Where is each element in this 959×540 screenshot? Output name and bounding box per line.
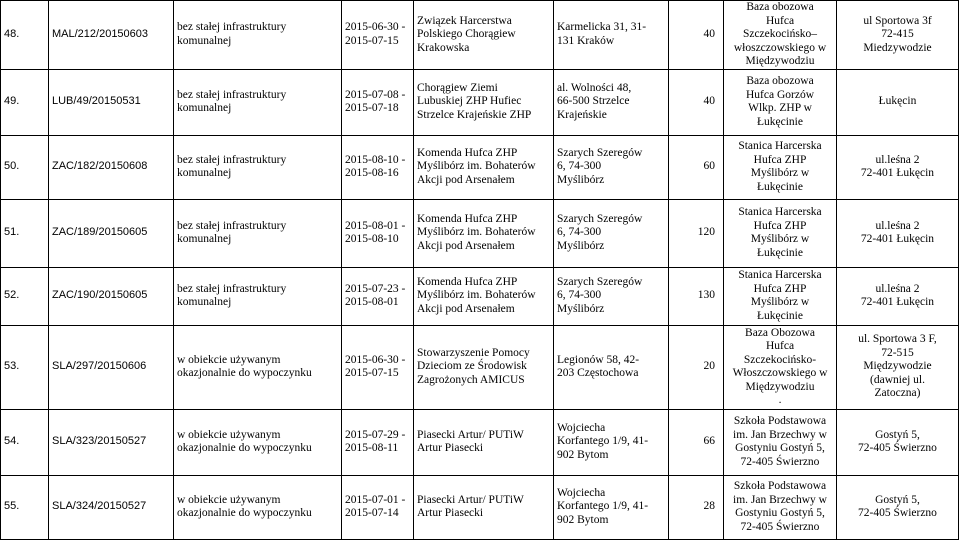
organizer-address-line: Wojciecha <box>557 421 606 434</box>
participant-count-cell: 40 <box>669 1 724 70</box>
camp-dates-line: 2015-08-10 <box>345 233 399 245</box>
camp-dates-line: 2015-07-29 - <box>345 428 406 441</box>
camp-address-line: Zatoczna) <box>874 387 921 400</box>
participant-count-cell: 130 <box>669 267 724 325</box>
row-number-cell: 48. <box>1 1 49 70</box>
facility-type-cell <box>174 199 342 267</box>
organizer-address-line: 6, 74-300 <box>557 160 602 173</box>
organizer-address-cell <box>554 409 669 475</box>
organizer-line: Chorągiew Ziemi <box>417 81 498 94</box>
camp-address-line: Gostyń 5, <box>875 493 920 506</box>
organizer-address-line: Myślibórz <box>557 302 605 315</box>
facility-type-cell <box>174 267 342 325</box>
facility-type-cell <box>174 69 342 135</box>
camp-location-line: włoszczowskiego w <box>733 41 827 54</box>
organizer-address-line: Szarych Szeregów <box>557 212 643 225</box>
facility-type-cell <box>174 409 342 475</box>
organizer-address-cell <box>554 69 669 135</box>
organizer-line: Akcji pod Arsenałem <box>417 173 515 186</box>
camp-location-line: im. Jan Brzechwy w <box>733 493 827 506</box>
camp-location-line: im. Jan Brzechwy w <box>733 428 827 441</box>
organizer-line: Dzieciom ze Środowisk <box>417 360 527 373</box>
participant-count-cell: 66 <box>669 409 724 475</box>
camp-dates-cell <box>342 69 414 135</box>
table-row <box>1 1 959 70</box>
participant-count-cell: 60 <box>669 135 724 199</box>
facility-type-line: w obiekcie używanym <box>177 353 281 366</box>
camp-dates-cell <box>342 135 414 199</box>
facility-type-line: komunalnej <box>177 34 232 47</box>
camp-dates-line: 2015-08-01 <box>345 296 399 308</box>
camp-location-cell <box>724 135 837 199</box>
facility-type-line: komunalnej <box>177 102 232 114</box>
camp-location-cell <box>724 409 837 475</box>
camp-dates-cell <box>342 325 414 409</box>
organizer-address-cell <box>554 325 669 409</box>
registration-number-cell: MAL/212/20150603 <box>49 1 174 70</box>
organizer-line: Artur Piasecki <box>417 442 484 454</box>
facility-type-line: bez stałej infrastruktury <box>177 219 287 232</box>
camp-location-cell <box>724 199 837 267</box>
camp-dates-line: 2015-07-08 - <box>345 88 406 101</box>
organizer-line: Strzelce Krajeńskie ZHP <box>417 108 532 121</box>
organizer-line: Myślibórz im. Bohaterów <box>417 160 536 173</box>
organizer-line: Myślibórz im. Bohaterów <box>417 289 536 302</box>
camp-location-line: Baza obozowa <box>746 1 814 13</box>
registration-number-cell: ZAC/190/20150605 <box>49 267 174 325</box>
organizer-address-line: 6, 74-300 <box>557 289 602 302</box>
organizer-line: Lubuskiej ZHP Hufiec <box>417 95 522 108</box>
organizer-address-cell <box>554 199 669 267</box>
facility-type-line: bez stałej infrastruktury <box>177 153 287 166</box>
camp-location-line: Łukęcinie <box>757 115 803 128</box>
camp-dates-line: 2015-07-15 <box>345 367 399 379</box>
camp-location-line: Szczekocińsko– <box>742 28 818 40</box>
camp-address-line: 72-405 Świerzno <box>858 507 937 519</box>
camp-location-line: Hufca <box>765 340 795 352</box>
organizer-line: Komenda Hufca ZHP <box>417 212 518 225</box>
camp-address-line: 72-405 Świerzno <box>858 442 937 454</box>
organizer-address-line: Krajeńskie <box>557 108 607 121</box>
organizer-line: Myślibórz im. Bohaterów <box>417 226 536 239</box>
camp-location-line: 72-405 Świerzno <box>740 455 820 468</box>
camp-dates-line: 2015-08-11 <box>345 442 399 454</box>
camp-location-line: Międzywodziu <box>745 55 815 67</box>
camp-location-line: Myślibórz w <box>750 296 810 308</box>
organizer-address-line: 6, 74-300 <box>557 226 602 239</box>
camp-location-cell <box>724 475 837 539</box>
camp-address-cell <box>837 325 959 409</box>
camp-address-cell <box>837 199 959 267</box>
organizer-line: Komenda Hufca ZHP <box>417 275 518 288</box>
facility-type-line: okazjonalnie do wypoczynku <box>177 367 312 379</box>
camp-dates-line: 2015-08-01 - <box>345 219 406 232</box>
camp-location-line: Hufca <box>765 14 795 27</box>
organizer-line: Krakowska <box>417 41 470 54</box>
row-number-cell: 51. <box>1 199 49 267</box>
camp-dates-cell <box>342 409 414 475</box>
organizer-line: Piasecki Artur/ PUTiW <box>417 493 524 506</box>
table-row <box>1 199 959 267</box>
facility-type-line: komunalnej <box>177 167 232 179</box>
camp-address-line: 72-401 Łukęcin <box>860 167 935 179</box>
camp-location-line: Wlkp. ZHP w <box>748 102 812 114</box>
camp-location-line: Hufca ZHP <box>753 282 807 295</box>
registration-number-cell: SLA/324/20150527 <box>49 475 174 539</box>
camp-address-cell <box>837 267 959 325</box>
organizer-address-line: 66-500 Strzelce <box>557 95 630 108</box>
camp-location-line: Gostyniu Gostyń 5, <box>735 507 825 519</box>
organizer-line: Artur Piasecki <box>417 507 484 519</box>
camp-location-line: Szczekocińsko- <box>743 353 817 366</box>
table-row <box>1 69 959 135</box>
camp-location-cell <box>724 267 837 325</box>
organizer-cell <box>414 135 554 199</box>
registration-number-cell: SLA/323/20150527 <box>49 409 174 475</box>
participant-count-cell: 40 <box>669 69 724 135</box>
table-row <box>1 267 959 325</box>
camp-dates-line: 2015-06-30 - <box>345 21 406 34</box>
camp-dates-line: 2015-07-01 - <box>345 493 406 506</box>
organizer-address-line: 902 Bytom <box>557 513 609 526</box>
organizer-address-line: Szarych Szeregów <box>557 146 643 159</box>
camp-location-line: Włoszczowskiego w <box>732 367 828 379</box>
camp-location-line: Szkoła Podstawowa <box>733 480 827 492</box>
organizer-line: Polskiego Chorągiew <box>417 28 516 40</box>
camp-dates-line: 2015-06-30 - <box>345 353 406 366</box>
camp-dates-line: 2015-08-10 - <box>345 153 406 166</box>
camp-address-line: Łukęcin <box>878 95 917 108</box>
facility-type-cell <box>174 135 342 199</box>
camp-address-line: 72-401 Łukęcin <box>860 296 935 308</box>
camp-location-line: 72-405 Świerzno <box>740 520 820 533</box>
camp-address-line: ul Sportowa 3f <box>863 14 932 27</box>
facility-type-line: komunalnej <box>177 233 232 245</box>
camp-address-line: Międzywodzie <box>863 360 932 373</box>
camp-location-line: Łukęcinie <box>757 309 803 322</box>
camp-address-cell <box>837 475 959 539</box>
participant-count-cell: 28 <box>669 475 724 539</box>
organizer-address-cell <box>554 267 669 325</box>
organizer-address-cell <box>554 135 669 199</box>
row-number-cell: 50. <box>1 135 49 199</box>
facility-type-line: w obiekcie używanym <box>177 493 281 506</box>
row-number-cell: 54. <box>1 409 49 475</box>
facility-type-cell <box>174 325 342 409</box>
organizer-address-line: Myślibórz <box>557 239 605 252</box>
camp-location-line: Stanica Harcerska <box>738 206 822 218</box>
camp-dates-line: 2015-07-23 - <box>345 282 406 295</box>
camp-location-cell <box>724 69 837 135</box>
camp-location-line: Myślibórz w <box>750 167 810 179</box>
facility-type-line: bez stałej infrastruktury <box>177 88 287 101</box>
camp-dates-cell <box>342 199 414 267</box>
organizer-address-cell <box>554 475 669 539</box>
camp-dates-line: 2015-07-18 <box>345 102 399 114</box>
organizer-line: Akcji pod Arsenałem <box>417 302 515 315</box>
organizer-cell <box>414 69 554 135</box>
organizer-address-line: Wojciecha <box>557 486 606 499</box>
organizer-line: Piasecki Artur/ PUTiW <box>417 428 524 441</box>
camp-address-line: 72-401 Łukęcin <box>860 233 935 245</box>
registration-number-cell: ZAC/189/20150605 <box>49 199 174 267</box>
table-row <box>1 409 959 475</box>
row-number-cell: 53. <box>1 325 49 409</box>
camp-address-cell <box>837 1 959 70</box>
facility-type-cell <box>174 475 342 539</box>
facility-type-cell <box>174 1 342 70</box>
camp-location-line: Łukęcinie <box>757 246 803 259</box>
organizer-address-cell <box>554 1 669 70</box>
camp-location-line: . <box>778 394 782 406</box>
camp-location-line: Stanica Harcerska <box>738 269 822 281</box>
camp-address-line: Miedzywodzie <box>863 41 932 54</box>
camp-location-cell <box>724 325 837 409</box>
organizer-address-line: 203 Częstochowa <box>557 367 639 379</box>
camp-address-cell <box>837 409 959 475</box>
organizer-line: Związek Harcerstwa <box>417 14 512 27</box>
camp-address-line: (dawniej ul. <box>870 373 925 386</box>
camp-address-line: ul.leśna 2 <box>875 282 920 295</box>
camp-dates-line: 2015-07-14 <box>345 507 399 519</box>
camp-dates-cell <box>342 1 414 70</box>
organizer-address-line: 131 Kraków <box>557 34 615 47</box>
camp-location-line: Hufca ZHP <box>753 153 807 166</box>
camp-location-line: Szkoła Podstawowa <box>733 415 827 427</box>
organizer-line: Stowarzyszenie Pomocy <box>417 346 530 359</box>
organizer-address-line: Korfantego 1/9, 41- <box>557 435 649 448</box>
camp-location-line: Hufca ZHP <box>753 219 807 232</box>
table-row <box>1 325 959 409</box>
facility-type-line: bez stałej infrastruktury <box>177 282 287 295</box>
camp-address-line: ul.leśna 2 <box>875 219 920 232</box>
organizer-line: Zagrożonych AMICUS <box>417 373 525 386</box>
camp-address-line: 72-415 <box>881 28 914 40</box>
camp-address-line: ul.leśna 2 <box>875 153 920 166</box>
organizer-cell <box>414 325 554 409</box>
organizer-address-line: Legionów 58, 42- <box>557 353 640 366</box>
camp-location-line: Myślibórz w <box>750 233 810 245</box>
camp-address-line: Gostyń 5, <box>875 428 920 441</box>
facility-type-line: okazjonalnie do wypoczynku <box>177 507 312 519</box>
organizer-cell <box>414 475 554 539</box>
registration-number-cell: LUB/49/20150531 <box>49 69 174 135</box>
camp-dates-line: 2015-08-16 <box>345 167 399 179</box>
camp-dates-cell <box>342 475 414 539</box>
organizer-line: Akcji pod Arsenałem <box>417 239 515 252</box>
organizer-cell <box>414 1 554 70</box>
participant-count-cell: 120 <box>669 199 724 267</box>
registration-number-cell: SLA/297/20150606 <box>49 325 174 409</box>
organizer-address-line: 902 Bytom <box>557 448 609 461</box>
organizer-address-line: al. Wolności 48, <box>557 81 632 94</box>
facility-type-line: w obiekcie używanym <box>177 428 281 441</box>
camp-location-line: Międzywodziu <box>745 380 815 393</box>
participant-count-cell: 20 <box>669 325 724 409</box>
camp-location-line: Baza Obozowa <box>745 326 815 339</box>
facility-type-line: okazjonalnie do wypoczynku <box>177 442 312 454</box>
organizer-address-line: Myślibórz <box>557 173 605 186</box>
organizer-cell <box>414 267 554 325</box>
row-number-cell: 49. <box>1 69 49 135</box>
camp-address-cell <box>837 69 959 135</box>
camp-location-line: Hufca Gorzów <box>745 88 814 101</box>
organizer-cell <box>414 199 554 267</box>
facility-type-line: bez stałej infrastruktury <box>177 21 287 34</box>
organizer-line: Komenda Hufca ZHP <box>417 146 518 159</box>
table-row <box>1 475 959 539</box>
camp-location-line: Łukęcinie <box>757 180 803 193</box>
camp-dates-line: 2015-07-15 <box>345 34 399 47</box>
registration-number-cell: ZAC/182/20150608 <box>49 135 174 199</box>
table-body <box>1 1 959 540</box>
camp-address-line: ul. Sportowa 3 F, <box>858 333 937 346</box>
camp-location-line: Stanica Harcerska <box>738 140 822 152</box>
camp-dates-cell <box>342 267 414 325</box>
camp-address-line: 72-515 <box>881 346 914 359</box>
table-row <box>1 135 959 199</box>
row-number-cell: 52. <box>1 267 49 325</box>
camp-location-line: Gostyniu Gostyń 5, <box>735 442 825 454</box>
organizer-address-line: Korfantego 1/9, 41- <box>557 500 649 513</box>
camp-location-line: Baza obozowa <box>746 75 814 87</box>
row-number-cell: 55. <box>1 475 49 539</box>
camp-address-cell <box>837 135 959 199</box>
organizer-address-line: Szarych Szeregów <box>557 275 643 288</box>
facility-type-line: komunalnej <box>177 296 232 308</box>
camp-location-cell <box>724 1 837 70</box>
organizer-address-line: Karmelicka 31, 31- <box>557 21 647 34</box>
organizer-cell <box>414 409 554 475</box>
